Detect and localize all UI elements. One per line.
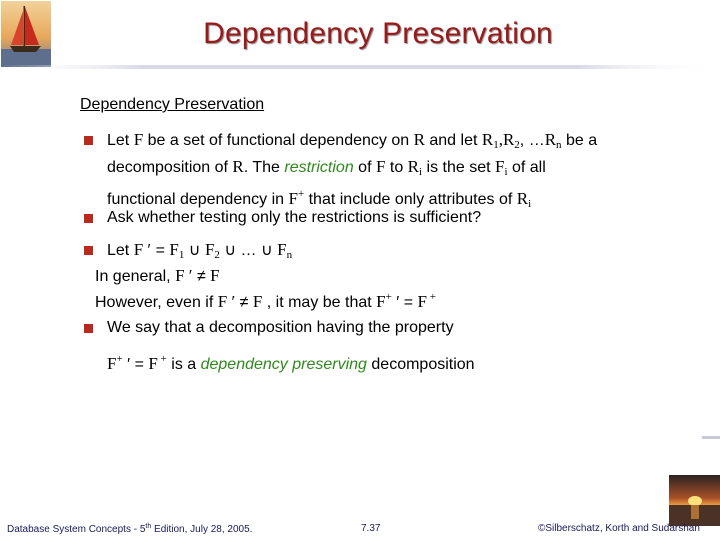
bullet-marker [84,136,93,145]
bullet-1-text [107,129,597,215]
bullet-marker [84,324,93,333]
footer-copyright: ©Silberschatz, Korth and Sudarshan [538,523,700,534]
sunset-image [669,475,720,526]
side-marker-decoration [702,430,720,440]
bullet-1-line-1: Let F be a set of functional dependency on R and let $R_1,R_2$, $\dots R_n$ be a [107,130,598,151]
bullet-marker [84,214,93,223]
property-line: F+ ′ = F + is a dependency preserving decomposition [107,353,475,373]
bullet-1-line-2: decomposition of R. The restriction of F to $R_i$ is the set $F_i$ of all [107,157,546,178]
bullet-marker [84,246,93,255]
section-heading: Dependency Preservation [80,96,265,113]
bullet-1-line-3: functional dependency in F+ that include only attributes of $R_i$ [107,188,532,210]
title-underline-rule [0,60,720,72]
dependency-preserving-term: dependency preserving [200,356,367,373]
restriction-term: restriction [284,159,354,176]
bullet-2-text: Ask whether testing only the restrictions is sufficient? [107,209,482,226]
footer-page-number: 7.37 [361,523,381,534]
however-line: However, even if F ′ ≠ F , it may be that F+ ′ = F + [95,291,436,311]
bullet-4-text: We say that a decomposition having the property [107,319,454,336]
general-line: In general, F ′ ≠ F [95,266,220,285]
slide-title: Dependency Preservation [203,17,553,50]
bullet-3-text: Let F ′ = $F_1$ ∪ $F_2$ ∪ … ∪ $F_n$ [107,240,293,261]
footer-book-edition: Database System Concepts - 5th Edition, July 28, 2005. [7,523,253,535]
